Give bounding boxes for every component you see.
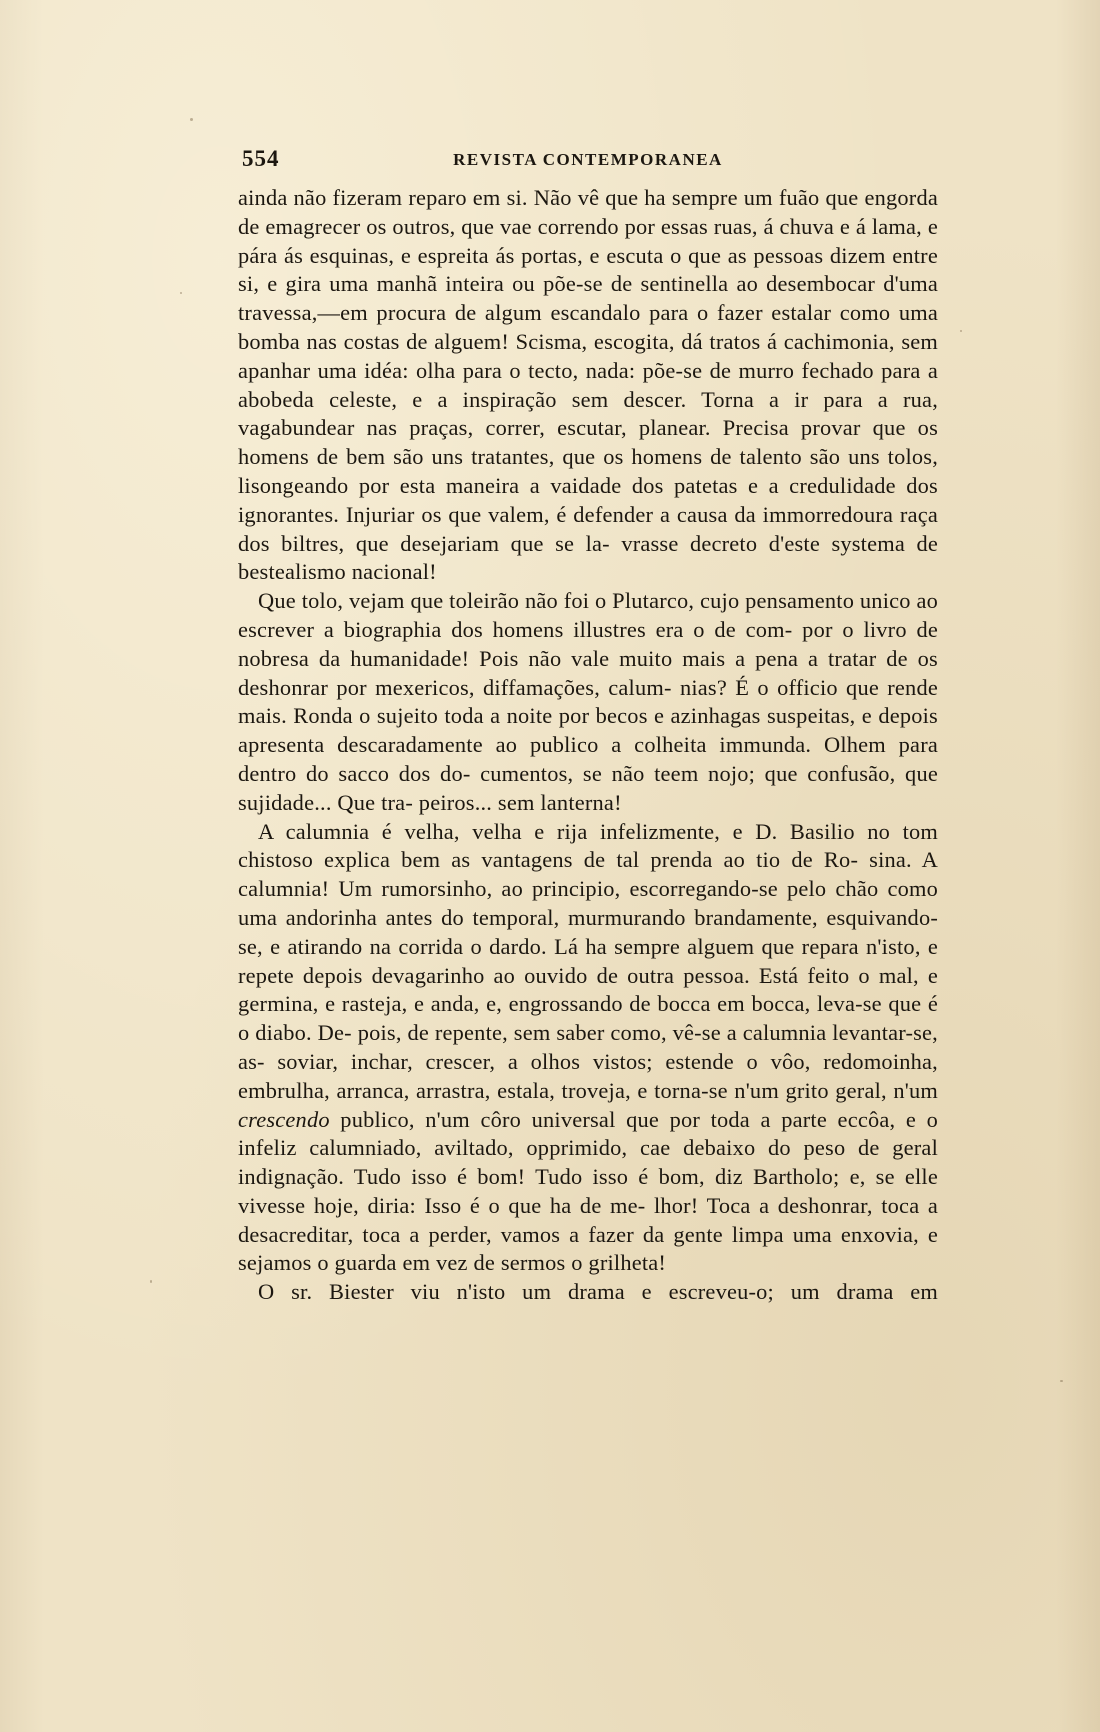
body-text (238, 184, 938, 1307)
paragraph-1: ainda não fizeram reparo em si. Não vê que ha sempre um fuão que engorda de emagrecer os outros, que vae correndo por essas ruas, á chuva e á lama, e pára ás esquinas, e espreita ás portas, e escuta o que as pessoas dizem entre si, e gira uma manhã inteira ou põe-se de sentinella ao desembocar d'uma travessa,—em procura de algum escandalo para o fazer estalar como uma bomba nas costas de alguem! Scisma, escogita, dá tratos á cachimonia, sem apanhar uma idéa: olha para o tecto, nada: põe-se de murro fechado para a abobeda celeste, e a inspiração sem descer. Torna a ir para a rua, vagabundear nas praças, correr, escutar, planear. Precisa provar que os homens de bem são uns tratantes, que os homens de talento são uns tolos, lisongeando por esta maneira a vaidade dos patetas e a credulidade dos ignorantes. Injuriar os que valem, é defender a causa da immorredoura raça dos biltres, que desejariam que se la- vrasse decreto d'este systema de bestealismo nacional! (238, 185, 938, 585)
paper-speck (180, 292, 182, 294)
paper-speck (960, 330, 962, 332)
book-page (238, 138, 938, 1307)
paragraph-2: Que tolo, vejam que toleirão não foi o Plutarco, cujo pensamento unico ao escrever a biographia dos homens illustres era o de com- por o livro de nobresa da humanidade! Pois não vale muito mais a pena a tratar de os deshonrar por mexericos, diffamações, calum- nias? É o officio que rende mais. Ronda o sujeito toda a noite por becos e azinhagas suspeitas, e depois apresenta descaradamente ao publico a colheita immunda. Olhem para dentro do sacco dos do- cumentos, se não teem nojo; que confusão, que sujidade... Que tra- peiros... sem lanterna! (238, 588, 938, 815)
running-head (238, 138, 938, 172)
page-number: 554 (242, 146, 280, 171)
paper-speck (1060, 1380, 1063, 1382)
paragraph-4: O sr. Biester viu n'isto um drama e escreveu-o; um drama em (258, 1279, 938, 1305)
paper-speck (190, 118, 193, 121)
paper-speck (150, 1280, 152, 1283)
journal-title: REVISTA CONTEMPORANEA (453, 150, 723, 169)
paragraph-3: A calumnia é velha, velha e rija infelizmente, e D. Basilio no tom chistoso explica bem as vantagens de tal prenda ao tio de Ro- sina. A calumnia! Um rumorsinho, ao principio, escorregando-se pelo chão como uma andorinha antes do temporal, murmurando brandamente, esquivando-se, e atirando na corrida o dardo. Lá ha sempre alguem que repara n'isto, e repete depois devagarinho ao ouvido de outra pessoa. Está feito o mal, e germina, e rasteja, e anda, e, engrossando de bocca em bocca, leva-se que é o diabo. De- pois, de repente, sem saber como, vê-se a calumnia levantar-se, as- soviar, inchar, crescer, a olhos vistos; estende o vôo, redomoinha, embrulha, arranca, arrastra, estala, troveja, e torna-se n'um grito geral, n'um crescendo publico, n'um côro universal que por toda a parte eccôa, e o infeliz calumniado, aviltado, opprimido, cae debaixo do peso de geral indignação. Tudo isso é bom! Tudo isso é bom, diz Bartholo; e, se elle vivesse hoje, diria: Isso é o que ha de me- lhor! Toca a deshonrar, toca a desacreditar, toca a perder, vamos a fazer da gente limpa uma enxovia, e sejamos o guarda em vez de sermos o grilheta! (238, 818, 939, 1276)
italic-term: crescendo (238, 1106, 330, 1132)
